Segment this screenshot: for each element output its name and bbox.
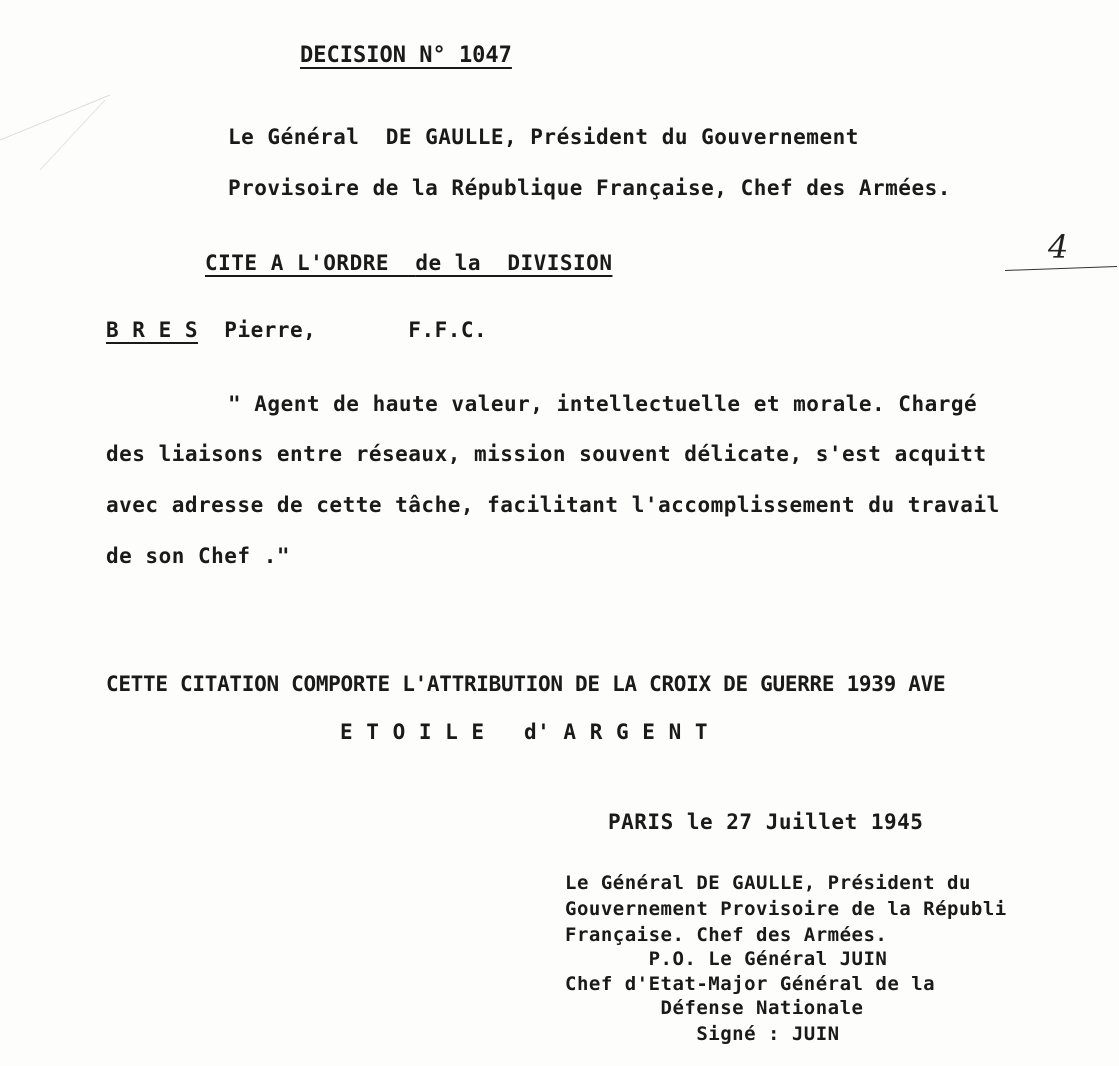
quote-line-2: des liaisons entre réseaux, mission souvent délicate, s'est acquitt [106, 442, 987, 466]
margin-mark-rule [1005, 266, 1117, 271]
handwritten-margin-mark: 4 [1048, 228, 1069, 266]
signature-line-3: Française. Chef des Armées. [565, 924, 888, 946]
signature-line-1: Le Général DE GAULLE, Président du [565, 872, 971, 894]
citation-heading-part2: de la DIVISION [415, 251, 613, 275]
signature-line-5: Chef d'Etat-Major Général de la [565, 973, 936, 995]
quote-line-4: de son Chef ." [106, 544, 291, 568]
award-line-1: CETTE CITATION COMPORTE L'ATTRIBUTION DE LA CROIX DE GUERRE 1939 AVE [106, 672, 946, 696]
scan-edge-mark [0, 0, 160, 200]
citation-heading [205, 251, 612, 275]
place-date: PARIS le 27 Juillet 1945 [608, 810, 924, 834]
decision-title: DECISION N° 1047 [300, 43, 512, 68]
quote-line-3: avec adresse de cette tâche, facilitant l'accomplissement du travail [106, 493, 1000, 517]
recipient-details: Pierre, F.F.C. [198, 318, 488, 342]
signature-line-4: P.O. Le Général JUIN [565, 948, 888, 970]
recipient-surname: B R E S [106, 318, 199, 342]
authority-line-1: Le Général DE GAULLE, Président du Gouvernement [228, 125, 859, 149]
signature-line-6: Défense Nationale [565, 997, 864, 1019]
citation-heading-part1: CITE A L'ORDRE [205, 251, 390, 275]
authority-line-2: Provisoire de la République Française, Chef des Armées. [228, 176, 951, 200]
signature-line-7: Signé : JUIN [565, 1023, 840, 1045]
award-line-2: E T O I L E d' A R G E N T [340, 720, 709, 744]
quote-line-1: " Agent de haute valeur, intellectuelle et morale. Chargé [228, 392, 978, 416]
recipient-line [106, 318, 487, 342]
signature-line-2: Gouvernement Provisoire de la Républi [565, 898, 1007, 920]
